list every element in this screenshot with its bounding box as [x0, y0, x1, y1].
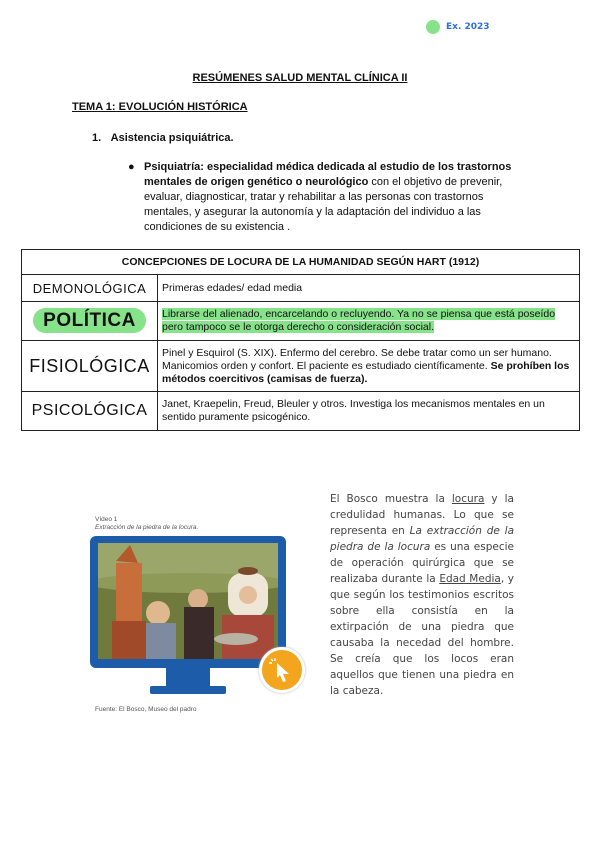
- description-text: Pinel y Esquirol (S. XIX). Enfermo del cerebro. Se debe tratar como un ser humano. Manicomios orden y confort. El paciente es estudiado científicamente.: [162, 346, 552, 372]
- painting-title: La extracción de la piedra de la locura: [330, 525, 515, 553]
- monitor-stand: [166, 668, 210, 686]
- description-bold-text: Se prohíben los métodos coercitivos (camisas de fuerza).: [162, 359, 570, 385]
- table-row: [22, 302, 580, 341]
- video-number: Vídeo 1: [95, 516, 118, 523]
- painting-illustration: [98, 543, 278, 659]
- bosco-text-part: es una especie de operación quirúrgica que se realizaba durante la: [330, 541, 514, 585]
- green-dot-icon: [426, 20, 440, 34]
- section-heading: [92, 132, 234, 144]
- bosco-text-part: , y que según los testimonios escritos sobre ella consistía en la extirpación de una piedra que causaba la necedad del hombre. Se creía que los locos eran aquellos que tienen una piedra en la cabeza.: [330, 573, 515, 697]
- cursor-click-icon[interactable]: [259, 647, 305, 693]
- table-row: [22, 392, 580, 431]
- description-cell: Primeras edades/ edad media: [158, 275, 580, 302]
- bosco-paragraph: [330, 491, 514, 699]
- description-cell: Janet, Kraepelin, Freud, Bleuler y otros. Investiga los mecanismos mentales en un sentido puramente psicogénico.: [158, 392, 580, 431]
- video-source: Fuente: El Bosco, Museo del padro: [95, 706, 197, 713]
- video-caption: Extracción de la piedra de la locura.: [95, 524, 199, 531]
- section-number: 1.: [92, 132, 102, 144]
- description-cell: [158, 341, 580, 392]
- exam-tag: [426, 20, 490, 34]
- bullet-bold-text: Psiquiatría: especialidad médica dedicada al estudio de los trastornos mentales de origen genético o neurológico: [144, 161, 512, 188]
- category-label-highlighted: POLÍTICA: [33, 308, 146, 333]
- bullet-text: con el objetivo de prevenir, evaluar, diagnosticar, tratar y rehabilitar a las personas con trastornos mentales, y asegurar la autonomía y la adaptación del individuo a las condiciones de su existencia .: [144, 176, 503, 233]
- highlighted-description: Librarse del alienado, encarcelando o recluyendo. Ya no se piensa que está poseído pero tampoco se le otorga derecho o consideración social.: [162, 308, 556, 333]
- category-cell: PSICOLÓGICA: [22, 392, 158, 431]
- category-cell: [22, 302, 158, 341]
- bosco-text-part: El Bosco muestra la: [330, 493, 452, 505]
- bosco-text-part: y la credulidad humanas. Lo que se representa en: [330, 493, 514, 537]
- tema-heading: TEMA 1: EVOLUCIÓN HISTÓRICA: [72, 101, 248, 113]
- exam-tag-label: Ex. 2023: [446, 22, 490, 32]
- locura-link[interactable]: locura: [451, 493, 485, 505]
- monitor-base: [150, 686, 226, 694]
- document-title: RESÚMENES SALUD MENTAL CLÍNICA II: [192, 72, 408, 84]
- hart-conceptions-table: [21, 249, 580, 431]
- video-label: [95, 516, 198, 532]
- category-cell: FISIOLÓGICA: [22, 341, 158, 392]
- table-row: [22, 341, 580, 392]
- cursor-click-icon-graphic: [262, 650, 302, 690]
- category-cell: DEMONOLÓGICA: [22, 275, 158, 302]
- video-thumbnail[interactable]: [98, 543, 278, 659]
- section-title: Asistencia psiquiátrica.: [110, 132, 234, 144]
- psiquiatria-bullet: [128, 160, 528, 235]
- table-header: CONCEPCIONES DE LOCURA DE LA HUMANIDAD SEGÚN HART (1912): [22, 250, 580, 275]
- bullet-icon: ●: [128, 161, 135, 173]
- description-cell: [158, 302, 580, 341]
- table-row: [22, 275, 580, 302]
- edad-media-link[interactable]: Edad Media: [439, 573, 501, 585]
